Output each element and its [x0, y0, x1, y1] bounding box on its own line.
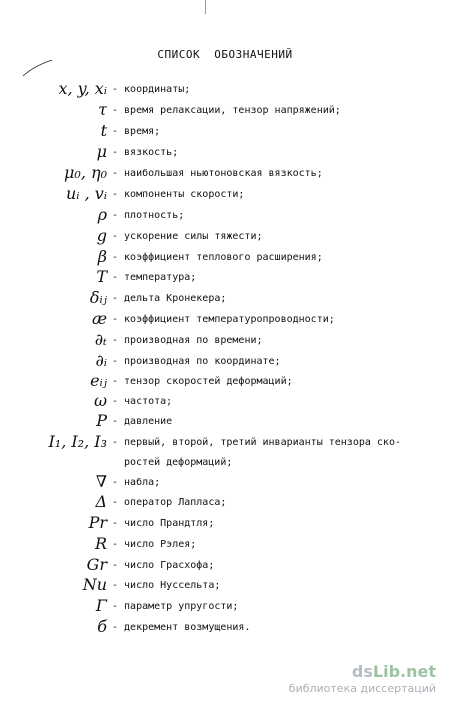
symbol: g: [96, 226, 107, 245]
description: - ускорение силы тяжести;: [112, 231, 263, 242]
symbol: μ: [96, 142, 107, 161]
list-item: [0, 143, 450, 165]
symbol: Γ: [95, 596, 107, 615]
list-item: [0, 535, 450, 557]
description: - число Рэлея;: [112, 539, 197, 550]
symbol: ∂ₜ: [94, 330, 107, 349]
page-title: СПИСОК ОБОЗНАЧЕНИЙ: [157, 48, 293, 61]
symbol: T: [96, 267, 107, 286]
list-item: [0, 493, 450, 515]
symbol: β: [97, 247, 107, 266]
symbol: ρ: [97, 205, 107, 224]
list-item: [0, 618, 450, 640]
description: - тензор скоростей деформаций;: [112, 376, 293, 387]
symbol: τ: [98, 100, 107, 119]
list-item: [0, 101, 450, 123]
list-item: [0, 473, 450, 495]
watermark-logo: [352, 662, 436, 681]
symbol: б: [97, 617, 107, 636]
list-item: [0, 248, 450, 270]
description: - время релаксации, тензор напряжений;: [112, 105, 341, 116]
symbol: μ₀, η₀: [64, 163, 107, 182]
description: - параметр упругости;: [112, 601, 239, 612]
symbol: t: [100, 121, 107, 140]
list-item: [0, 227, 450, 249]
symbol: eᵢⱼ: [90, 371, 107, 390]
list-item: [0, 514, 450, 536]
description: - число Нуссельта;: [112, 580, 221, 591]
symbol: ∂ᵢ: [95, 351, 107, 370]
list-item: [0, 597, 450, 619]
description: - время;: [112, 126, 161, 137]
list-item: [0, 352, 450, 374]
description-continued: ростей деформаций;: [124, 457, 233, 468]
description: - производная по времени;: [112, 335, 263, 346]
description: - коэффициент теплового расширения;: [112, 252, 323, 263]
description: - число Прандтля;: [112, 518, 215, 529]
description: - дельта Кронекера;: [112, 293, 227, 304]
list-item: [0, 268, 450, 290]
list-item: [0, 122, 450, 144]
description: - компоненты скорости;: [112, 189, 245, 200]
symbol: Δ: [95, 492, 107, 511]
description: - частота;: [112, 396, 173, 407]
list-item: [0, 392, 450, 414]
list-item: [0, 185, 450, 207]
symbol: Gr: [86, 555, 107, 574]
list-item: [0, 206, 450, 228]
list-item: [0, 80, 450, 102]
pen-stroke-mark: [22, 58, 54, 78]
list-item: [0, 556, 450, 578]
description: - наибольшая ньютоновская вязкость;: [112, 168, 323, 179]
watermark-logo-prefix: ds: [351, 662, 373, 681]
watermark-subtitle: библиотека диссертаций: [288, 682, 436, 695]
list-item: [0, 372, 450, 394]
symbol: P: [96, 411, 107, 430]
symbol: æ: [91, 309, 107, 328]
description: - коэффициент температуропроводности;: [112, 314, 335, 325]
list-item: [0, 576, 450, 598]
description: - температура;: [112, 272, 197, 283]
list-item: [0, 289, 450, 311]
description: - декремент возмущения.: [112, 622, 251, 633]
page-edge-mark: [205, 0, 206, 14]
list-item: [0, 310, 450, 332]
watermark-logo-suffix: Lib.net: [372, 662, 436, 681]
description: - плотность;: [112, 210, 185, 221]
description: - производная по координате;: [112, 356, 281, 367]
symbol: ω: [93, 391, 107, 410]
description: - давление: [112, 416, 173, 427]
description: - вязкость;: [112, 147, 179, 158]
description: - набла;: [112, 477, 161, 488]
symbol: I₁, I₂, I₃: [48, 432, 107, 451]
description: - первый, второй, третий инварианты тензора ско-: [112, 437, 401, 448]
list-item: [0, 412, 450, 434]
description: - координаты;: [112, 84, 191, 95]
symbol: δᵢⱼ: [89, 288, 107, 307]
symbol: x, y, xᵢ: [58, 79, 107, 98]
symbol: uᵢ , vᵢ: [65, 184, 107, 203]
list-item: [0, 331, 450, 353]
symbol: ∇: [95, 472, 107, 491]
description: - оператор Лапласа;: [112, 497, 227, 508]
symbol: Nu: [82, 575, 107, 594]
list-item: [0, 164, 450, 186]
symbol: R: [94, 534, 107, 553]
list-item: [0, 433, 450, 473]
symbol: Pr: [88, 513, 107, 532]
description: - число Грасхофа;: [112, 560, 215, 571]
